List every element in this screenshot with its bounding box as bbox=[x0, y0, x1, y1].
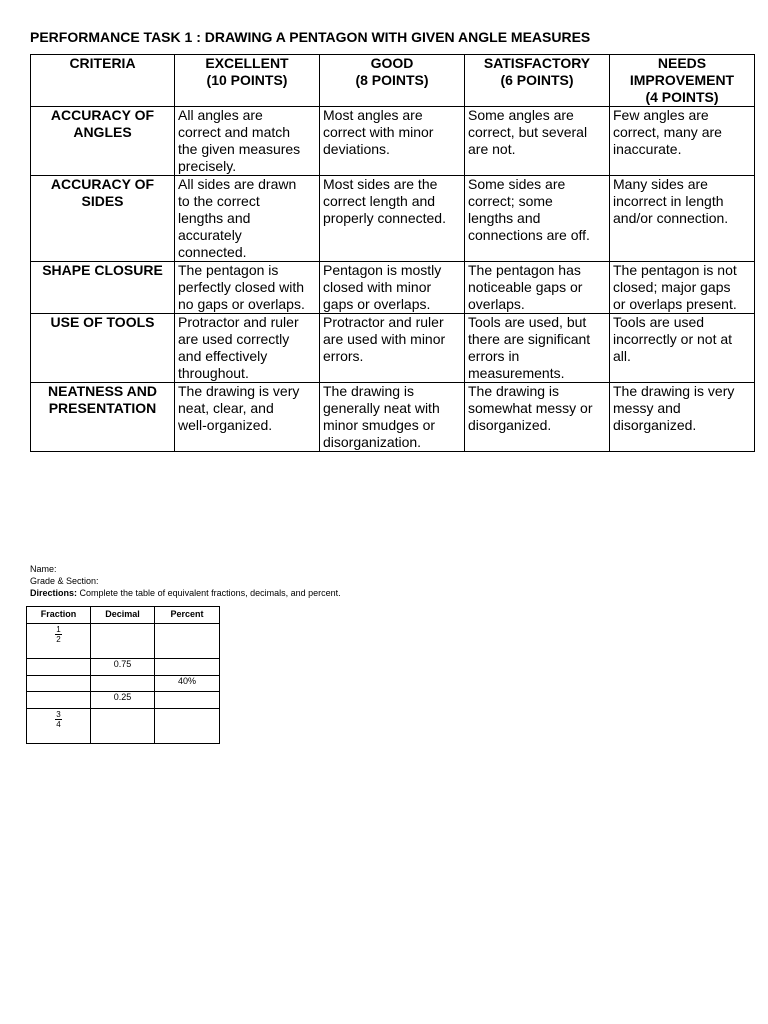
rubric-cell-text: all. bbox=[613, 348, 631, 364]
directions bbox=[30, 587, 341, 599]
rubric-cell-text: are not. bbox=[468, 141, 516, 157]
rubric-cell bbox=[320, 107, 465, 176]
rubric-cell-text: errors in bbox=[468, 348, 520, 364]
criteria-cell bbox=[31, 314, 175, 383]
rubric-cell-text: The pentagon has bbox=[468, 262, 581, 278]
header-text: GOOD bbox=[370, 55, 414, 71]
rubric-cell bbox=[610, 262, 755, 314]
criteria-cell bbox=[31, 176, 175, 262]
header-decimal: Decimal bbox=[91, 607, 155, 624]
header-text: SATISFACTORY bbox=[483, 55, 591, 71]
rubric-cell bbox=[320, 383, 465, 452]
rubric-cell-text: accurately bbox=[178, 227, 242, 243]
rubric-cell-text: gaps or overlaps. bbox=[323, 296, 431, 312]
rubric-cell-text: closed with minor bbox=[323, 279, 432, 295]
rubric-cell bbox=[610, 107, 755, 176]
fraction-denominator: 4 bbox=[56, 720, 61, 729]
header-text: IMPROVEMENT bbox=[629, 72, 735, 88]
criteria-cell bbox=[31, 262, 175, 314]
table-row bbox=[27, 709, 220, 744]
decimal-cell[interactable]: 0.25 bbox=[91, 692, 155, 709]
rubric-cell-text: precisely. bbox=[178, 158, 237, 174]
page-title: PERFORMANCE TASK 1 : DRAWING A PENTAGON WITH GIVEN ANGLE MEASURES bbox=[30, 29, 591, 45]
rubric-cell-text: correct, but several bbox=[468, 124, 588, 140]
rubric-cell-text: The drawing is bbox=[468, 383, 560, 399]
rubric-cell-text: The drawing is very bbox=[178, 383, 300, 399]
rubric-cell-text: deviations. bbox=[323, 141, 390, 157]
rubric-cell bbox=[465, 107, 610, 176]
rubric-cell-text: overlaps. bbox=[468, 296, 525, 312]
rubric-cell-text: generally neat with bbox=[323, 400, 440, 416]
rubric-cell-text: Protractor and ruler bbox=[323, 314, 444, 330]
rubric-cell bbox=[610, 314, 755, 383]
rubric-row bbox=[31, 262, 755, 314]
rubric-cell-text: The pentagon is not bbox=[613, 262, 737, 278]
rubric-cell bbox=[175, 314, 320, 383]
rubric-cell-text: All sides are drawn bbox=[178, 176, 297, 192]
rubric-cell-text: disorganized. bbox=[468, 417, 552, 433]
table-row bbox=[27, 676, 220, 692]
rubric-cell-text: properly connected. bbox=[323, 210, 446, 226]
fraction-table-header bbox=[27, 607, 220, 624]
rubric-cell-text: neat, clear, and bbox=[178, 400, 274, 416]
fraction-numerator: 1 bbox=[56, 625, 61, 634]
fraction-cell[interactable] bbox=[27, 659, 91, 676]
rubric-cell-text: measurements. bbox=[468, 365, 565, 381]
criteria-cell bbox=[31, 107, 175, 176]
fraction-numerator: 3 bbox=[56, 710, 61, 719]
rubric-cell-text: Tools are used, but bbox=[468, 314, 587, 330]
rubric-cell-text: to the correct bbox=[178, 193, 260, 209]
rubric-cell-text: closed; major gaps bbox=[613, 279, 731, 295]
rubric-cell-text: Pentagon is mostly bbox=[323, 262, 442, 278]
rubric-cell-text: Tools are used bbox=[613, 314, 705, 330]
rubric-cell-text: Protractor and ruler bbox=[178, 314, 299, 330]
rubric-row bbox=[31, 107, 755, 176]
fraction-cell bbox=[27, 624, 91, 659]
header-text: NEEDS bbox=[657, 55, 707, 71]
decimal-cell[interactable] bbox=[91, 709, 155, 744]
header-good bbox=[320, 55, 465, 107]
percent-cell[interactable] bbox=[155, 659, 220, 676]
rubric-cell bbox=[465, 262, 610, 314]
rubric-cell-text: The drawing is bbox=[323, 383, 415, 399]
rubric-row bbox=[31, 383, 755, 452]
rubric-cell-text: Most angles are bbox=[323, 107, 423, 123]
criteria-text: NEATNESS AND bbox=[48, 383, 157, 399]
criteria-text: USE OF TOOLS bbox=[50, 314, 155, 330]
rubric-cell bbox=[175, 107, 320, 176]
header-criteria bbox=[31, 55, 175, 107]
criteria-text: ACCURACY OF bbox=[50, 176, 155, 192]
rubric-cell bbox=[320, 262, 465, 314]
fraction-cell bbox=[27, 709, 91, 744]
rubric-cell-text: disorganized. bbox=[613, 417, 697, 433]
rubric-cell-text: connections are off. bbox=[468, 227, 590, 243]
rubric-row bbox=[31, 314, 755, 383]
rubric-cell bbox=[465, 314, 610, 383]
rubric-row bbox=[31, 176, 755, 262]
fraction-table bbox=[26, 606, 220, 744]
header-text: (10 POINTS) bbox=[206, 72, 288, 88]
rubric-cell bbox=[610, 383, 755, 452]
rubric-cell bbox=[175, 176, 320, 262]
rubric-cell-text: The drawing is very bbox=[613, 383, 735, 399]
fraction-cell[interactable] bbox=[27, 692, 91, 709]
rubric-cell-text: Few angles are bbox=[613, 107, 709, 123]
fraction-cell[interactable] bbox=[27, 676, 91, 692]
table-row bbox=[27, 659, 220, 676]
rubric-cell bbox=[465, 176, 610, 262]
rubric-cell-text: lengths and bbox=[178, 210, 251, 226]
rubric-table bbox=[30, 54, 755, 452]
rubric-cell-text: The pentagon is bbox=[178, 262, 279, 278]
rubric-cell-text: correct; some bbox=[468, 193, 553, 209]
rubric-cell-text: inaccurate. bbox=[613, 141, 682, 157]
rubric-cell bbox=[465, 383, 610, 452]
rubric-cell-text: minor smudges or bbox=[323, 417, 436, 433]
directions-text: Complete the table of equivalent fractions, decimals, and percent. bbox=[77, 588, 341, 598]
table-row bbox=[27, 692, 220, 709]
percent-cell[interactable] bbox=[155, 624, 220, 659]
header-fraction: Fraction bbox=[27, 607, 91, 624]
rubric-cell-text: the given measures bbox=[178, 141, 301, 157]
rubric-cell-text: correct with minor bbox=[323, 124, 434, 140]
rubric-cell-text: and effectively bbox=[178, 348, 268, 364]
fraction-value bbox=[55, 710, 61, 729]
rubric-cell-text: no gaps or overlaps. bbox=[178, 296, 305, 312]
rubric-cell-text: connected. bbox=[178, 244, 247, 260]
criteria-text: ACCURACY OF bbox=[50, 107, 155, 123]
rubric-cell-text: correct and match bbox=[178, 124, 291, 140]
rubric-cell bbox=[610, 176, 755, 262]
criteria-text: PRESENTATION bbox=[48, 400, 157, 416]
rubric-cell-text: errors. bbox=[323, 348, 364, 364]
rubric-cell-text: are used correctly bbox=[178, 331, 290, 347]
rubric-cell-text: are used with minor bbox=[323, 331, 446, 347]
rubric-cell-text: somewhat messy or bbox=[468, 400, 593, 416]
rubric-cell-text: lengths and bbox=[468, 210, 541, 226]
name-label: Name: bbox=[30, 564, 57, 574]
rubric-cell-text: disorganization. bbox=[323, 434, 422, 450]
header-text: EXCELLENT bbox=[205, 55, 289, 71]
rubric-cell-text: well-organized. bbox=[178, 417, 273, 433]
rubric-cell-text: and/or connection. bbox=[613, 210, 729, 226]
rubric-cell-text: Some sides are bbox=[468, 176, 566, 192]
criteria-cell bbox=[31, 383, 175, 452]
rubric-cell-text: correct, many are bbox=[613, 124, 722, 140]
grade-section-label: Grade & Section: bbox=[30, 576, 99, 586]
header-text: (4 POINTS) bbox=[645, 89, 719, 105]
rubric-cell-text: correct length and bbox=[323, 193, 436, 209]
header-needs-improvement bbox=[610, 55, 755, 107]
header-text: (6 POINTS) bbox=[500, 72, 574, 88]
rubric-cell-text: noticeable gaps or bbox=[468, 279, 583, 295]
rubric-cell-text: Many sides are bbox=[613, 176, 708, 192]
criteria-text: SIDES bbox=[81, 193, 124, 209]
rubric-cell-text: or overlaps present. bbox=[613, 296, 737, 312]
fraction-denominator: 2 bbox=[56, 635, 61, 644]
rubric-cell-text: incorrectly or not at bbox=[613, 331, 733, 347]
rubric-cell-text: messy and bbox=[613, 400, 681, 416]
criteria-text: ANGLES bbox=[73, 124, 132, 140]
rubric-cell-text: incorrect in length bbox=[613, 193, 724, 209]
header-excellent bbox=[175, 55, 320, 107]
rubric-cell-text: Most sides are the bbox=[323, 176, 438, 192]
header-text: CRITERIA bbox=[69, 55, 136, 71]
table-row bbox=[27, 624, 220, 659]
percent-cell[interactable]: 40% bbox=[155, 676, 220, 692]
rubric-cell bbox=[320, 314, 465, 383]
decimal-cell[interactable] bbox=[91, 676, 155, 692]
decimal-cell[interactable] bbox=[91, 624, 155, 659]
criteria-text: SHAPE CLOSURE bbox=[42, 262, 163, 278]
rubric-cell-text: All angles are bbox=[178, 107, 263, 123]
fraction-value bbox=[55, 625, 61, 644]
percent-cell[interactable] bbox=[155, 692, 220, 709]
decimal-cell[interactable]: 0.75 bbox=[91, 659, 155, 676]
rubric-cell bbox=[175, 262, 320, 314]
rubric-header-row bbox=[31, 55, 755, 107]
header-text: (8 POINTS) bbox=[355, 72, 429, 88]
rubric-cell bbox=[175, 383, 320, 452]
rubric-cell-text: perfectly closed with bbox=[178, 279, 305, 295]
rubric-cell-text: throughout. bbox=[178, 365, 249, 381]
header-satisfactory bbox=[465, 55, 610, 107]
directions-label: Directions: bbox=[30, 588, 78, 598]
rubric-cell-text: there are significant bbox=[468, 331, 591, 347]
rubric-cell-text: Some angles are bbox=[468, 107, 574, 123]
percent-cell[interactable] bbox=[155, 709, 220, 744]
header-percent: Percent bbox=[155, 607, 220, 624]
rubric-cell bbox=[320, 176, 465, 262]
